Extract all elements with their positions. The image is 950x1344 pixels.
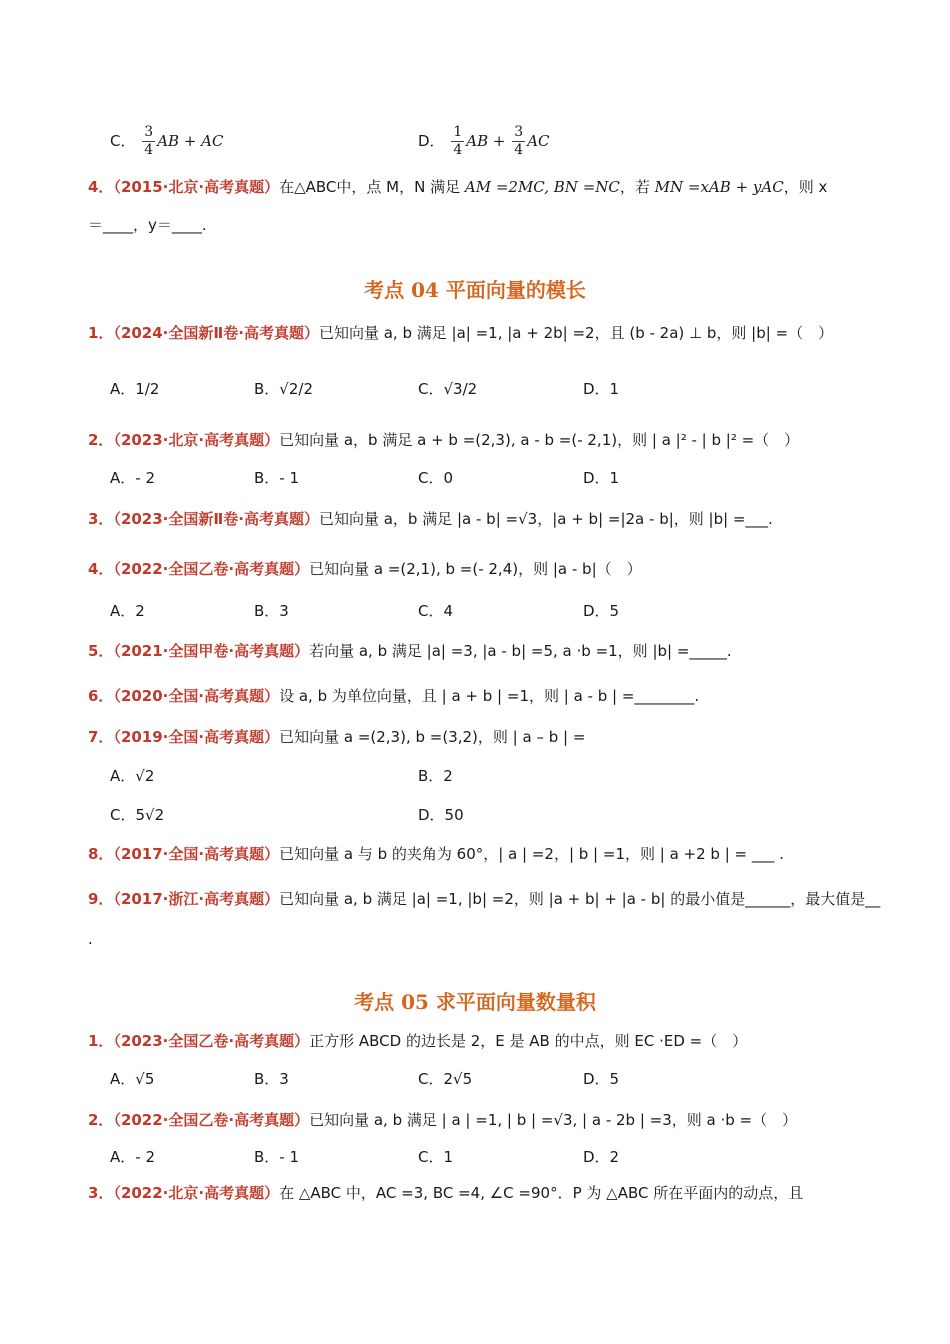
s05-q2: 2．（2022·全国乙卷·高考真题）已知向量 a, b 满足 | a | =1, | b | =√3, | a - 2b | =3，则 a ·b =（ ） <box>88 1111 798 1129</box>
s05-q1-opt-c: C．2√5 <box>418 1070 473 1088</box>
s04-q2-opt-d: D．1 <box>583 469 620 487</box>
section-05-title: 考点 05 求平面向量数量积 <box>354 990 596 1014</box>
s04-q3: 3．（2023·全国新Ⅱ卷·高考真题）已知向量 a，b 满足 |a - b| =√3，|a + b| =|2a - b|，则 |b| =___. <box>88 510 773 528</box>
s04-q2-opt-a: A．- 2 <box>110 469 155 487</box>
s04-q7-opt-d: D．50 <box>418 806 464 824</box>
s04-q9: 9．（2017·浙江·高考真题）已知向量 a, b 满足 |a| =1, |b| =2，则 |a + b| + |a - b| 的最小值是______，最大值是__ <box>88 890 881 908</box>
s04-q7-opt-c: C．5√2 <box>110 806 165 824</box>
s04-q2-opt-c: C．0 <box>418 469 454 487</box>
s05-q1-opt-a: A．√5 <box>110 1070 155 1088</box>
s05-q1-opt-b: B．3 <box>254 1070 289 1088</box>
s04-q8: 8．（2017·全国·高考真题）已知向量 a 与 b 的夹角为 60°，| a | =2，| b | =1，则 | a +2 b | = ___ . <box>88 845 784 863</box>
s04-q4-opt-d: D．5 <box>583 602 620 620</box>
s04-q4-opt-a: A．2 <box>110 602 145 620</box>
s04-q5: 5．（2021·全国甲卷·高考真题）若向量 a, b 满足 |a| =3, |a - b| =5, a ·b =1，则 |b| =_____. <box>88 642 732 660</box>
s04-q7-opt-a: A．√2 <box>110 767 155 785</box>
s04-q7-opt-b: B．2 <box>418 767 453 785</box>
s05-q1-opt-d: D．5 <box>583 1070 620 1088</box>
s05-q2-opt-d: D．2 <box>583 1148 620 1166</box>
s04-q2-opt-b: B．- 1 <box>254 469 300 487</box>
s05-q1: 1．（2023·全国乙卷·高考真题）正方形 ABCD 的边长是 2，E 是 AB 的中点，则 EC ·ED =（ ） <box>88 1032 748 1050</box>
option-c-top: C． $\frac{3}{4}$ AB + AC <box>110 124 224 158</box>
s04-q1-opt-b: B．√2/2 <box>254 380 313 398</box>
fraction: $\frac{1}{4}$ <box>453 124 463 158</box>
s04-q2: 2．（2023·北京·高考真题）已知向量 a，b 满足 a + b =(2,3), a - b =(- 2,1)，则 | a |² - | b |² =（ ） <box>88 431 800 449</box>
s04-q4-opt-c: C．4 <box>418 602 454 620</box>
s05-q3: 3．（2022·北京·高考真题）在 △ABC 中，AC =3, BC =4, ∠C =90°．P 为 △ABC 所在平面内的动点，且 <box>88 1184 804 1202</box>
s04-q1-opt-a: A．1/2 <box>110 380 160 398</box>
option-d-top: D． $\frac{1}{4}$ AB + $\frac{3}{4}$ AC <box>418 124 550 158</box>
question-4-prev-line2: ＝____，y＝____. <box>88 216 207 234</box>
s04-q1-opt-d: D．1 <box>583 380 620 398</box>
s04-q9-tail: . <box>88 930 93 948</box>
s04-q7: 7．（2019·全国·高考真题）已知向量 a =(2,3), b =(3,2)，则 | a – b | = <box>88 728 586 746</box>
question-4-prev: 4．（2015·北京·高考真题）在△ABC中，点 M，N 满足 AM =2MC, BN =NC，若 MN =xAB + yAC，则 x <box>88 178 828 196</box>
s04-q4-opt-b: B．3 <box>254 602 289 620</box>
s05-q2-opt-c: C．1 <box>418 1148 454 1166</box>
s04-q1: 1．（2024·全国新Ⅱ卷·高考真题）已知向量 a, b 满足 |a| =1, |a + 2b| =2，且 (b - 2a) ⊥ b，则 |b| =（ ） <box>88 324 834 342</box>
s04-q1-opt-c: C．√3/2 <box>418 380 478 398</box>
s05-q2-opt-b: B．- 1 <box>254 1148 300 1166</box>
s04-q6: 6．（2020·全国·高考真题）设 a, b 为单位向量，且 | a + b | =1，则 | a - b | =________. <box>88 687 700 705</box>
section-04-title: 考点 04 平面向量的模长 <box>364 278 586 302</box>
fraction: $\frac{3}{4}$ <box>144 124 154 158</box>
s05-q2-opt-a: A．- 2 <box>110 1148 155 1166</box>
fraction: $\frac{3}{4}$ <box>514 124 524 158</box>
s04-q4: 4．（2022·全国乙卷·高考真题）已知向量 a =(2,1), b =(- 2,4)，则 |a - b|（ ） <box>88 560 642 578</box>
